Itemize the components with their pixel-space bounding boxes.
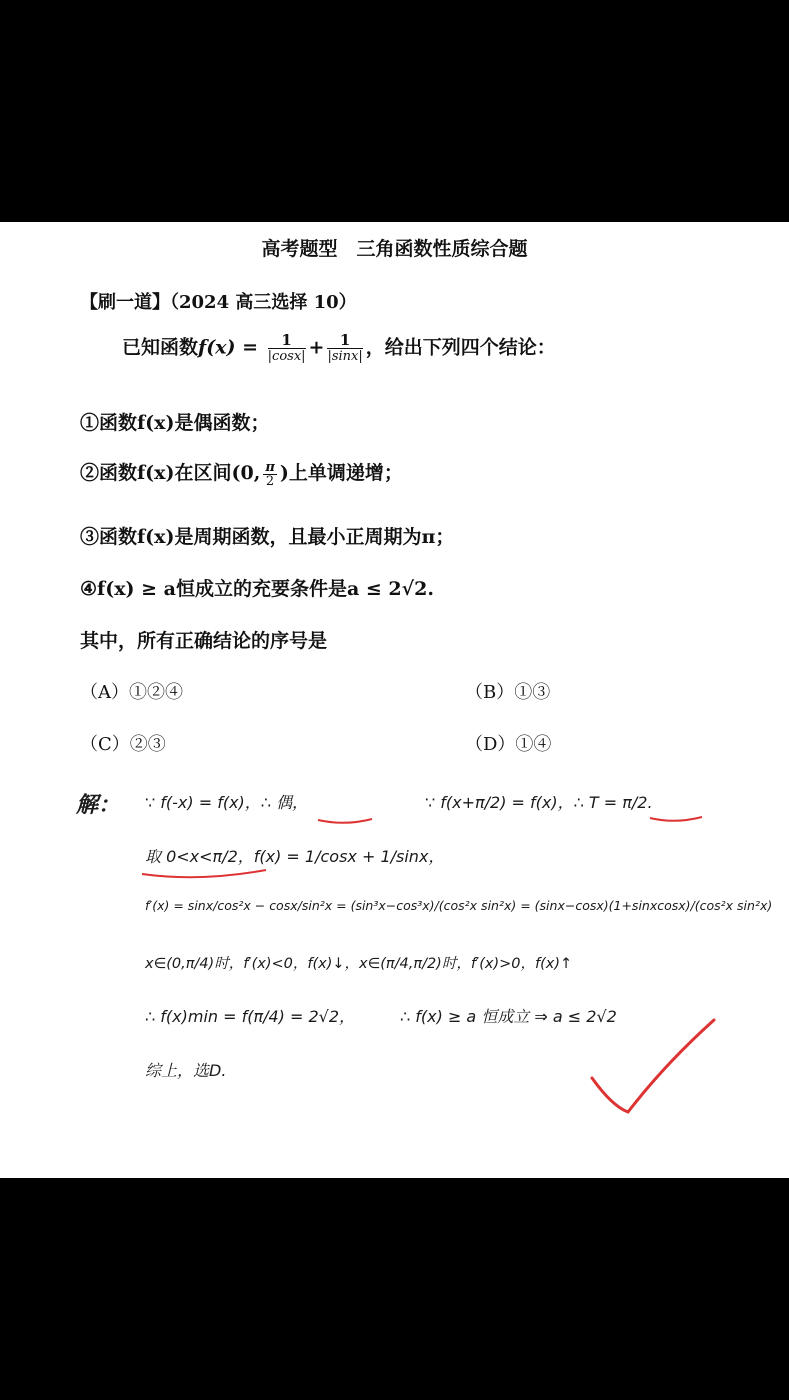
fraction-cos-den: |cosx| <box>267 349 306 364</box>
pi-over-2-den: 2 <box>265 473 275 489</box>
solution-line-3: f′(x) = sinx/cos²x − cosx/sin²x = (sin³x−cos³x)/(cos²x sin²x) = (sinx−cosx)(1+sinxcosx)/(cos²x sin²x) <box>145 898 773 913</box>
intro-prefix: 已知函数 <box>122 336 199 359</box>
function-def: f(x) = <box>198 336 259 359</box>
solution-line-5b: ∴ f(x) ≥ a 恒成立 ⇒ a ≤ 2√2 <box>400 1007 617 1026</box>
solution-line-5a: ∴ f(x)min = f(π/4) = 2√2， <box>145 1007 356 1026</box>
underline-even-mark <box>318 819 372 823</box>
conclusion-2-prefix: ②函数f(x)在区间(0, <box>80 462 261 484</box>
option-b[interactable]: （B）①③ <box>465 682 551 703</box>
checkmark-icon <box>592 1020 714 1112</box>
conclusion-2-suffix: )上单调递增； <box>279 462 403 484</box>
solution-line-4: x∈(0,π/4)时，f′(x)<0，f(x)↓，x∈(π/4,π/2)时，f′(x)>0，f(x)↑ <box>145 956 573 972</box>
option-a[interactable]: （A）①②④ <box>80 682 183 703</box>
solution-line-2: 取 0<x<π/2，f(x) = 1/cosx + 1/sinx， <box>145 847 445 866</box>
annotation-layer <box>0 222 789 1178</box>
underline-interval-mark <box>142 870 266 877</box>
document-page <box>0 222 789 1178</box>
conclusion-1: ①函数f(x)是偶函数； <box>80 412 270 434</box>
question-prompt: 其中，所有正确结论的序号是 <box>80 630 328 652</box>
source-label: 【刷一道】（2024 高三选择 10） <box>80 292 357 313</box>
solution-line-6: 综上，选D. <box>145 1061 227 1080</box>
plus-sign: + <box>308 336 325 359</box>
underline-period-mark <box>650 817 702 821</box>
conclusion-4: ④f(x) ≥ a恒成立的充要条件是a ≤ 2√2. <box>80 578 434 600</box>
solution-line-1a: ∵ f(-x) = f(x)，∴ 偶， <box>145 793 309 812</box>
intro-suffix: ，给出下列四个结论： <box>365 336 556 359</box>
option-c[interactable]: （C）②③ <box>80 734 166 755</box>
solution-label: 解： <box>76 793 121 818</box>
fraction-sin-num: 1 <box>327 332 362 349</box>
pi-over-2-num: π <box>265 459 275 475</box>
solution-line-1b: ∵ f(x+π/2) = f(x)，∴ T = π/2. <box>425 793 653 812</box>
fraction-sin-den: |sinx| <box>327 349 363 364</box>
page-title: 高考题型 三角函数性质综合题 <box>261 238 528 260</box>
fraction-cos-num: 1 <box>268 332 306 349</box>
conclusion-3: ③函数f(x)是周期函数，且最小正周期为π； <box>80 526 455 548</box>
option-d[interactable]: （D）①④ <box>465 734 552 755</box>
